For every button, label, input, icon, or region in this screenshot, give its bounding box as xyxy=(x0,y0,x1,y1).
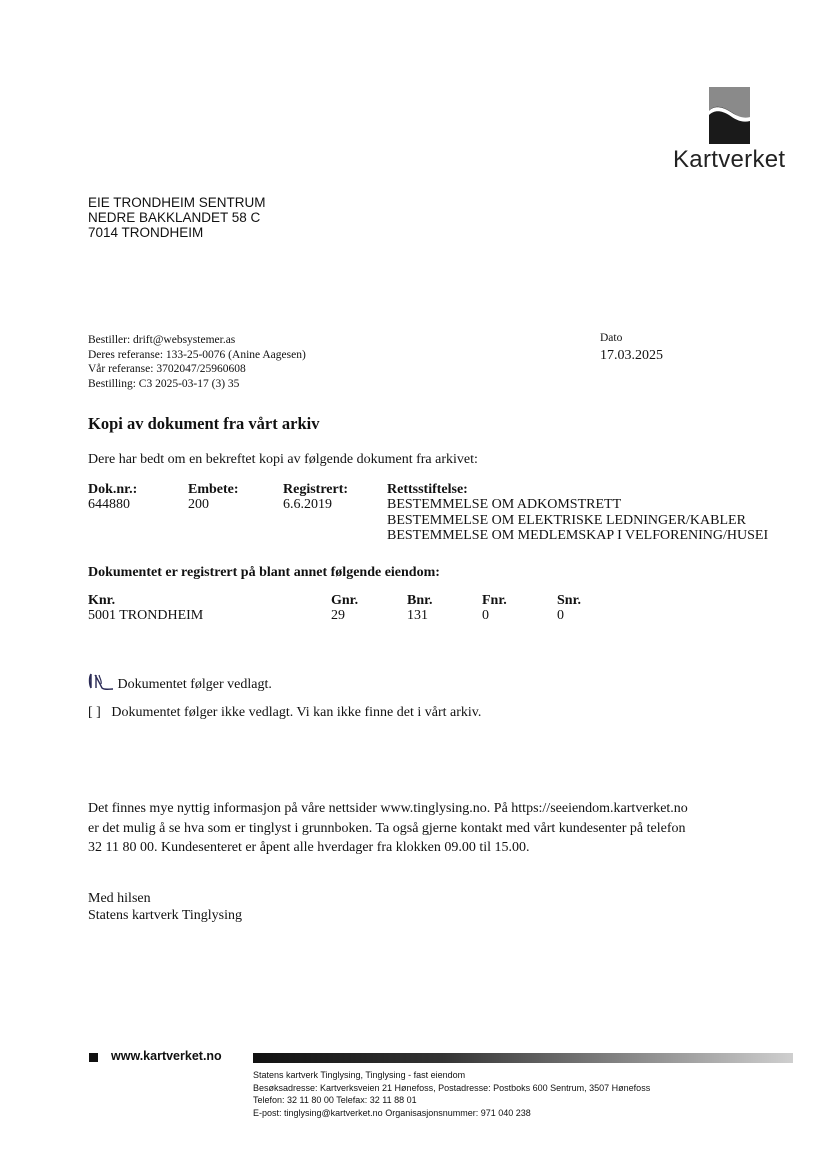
sender: Statens kartverk Tinglysing xyxy=(88,907,243,923)
doknr-value: 644880 xyxy=(88,497,130,512)
gnr-header: Gnr. xyxy=(331,593,359,608)
doknr-header: Dok.nr.: xyxy=(88,482,138,497)
not-enclosed-label: Dokumentet følger ikke vedlagt. Vi kan ikke finne det i vårt arkiv. xyxy=(111,705,482,720)
address-line: EIE TRONDHEIM SENTRUM xyxy=(88,195,266,210)
knr-value: 5001 TRONDHEIM xyxy=(88,608,204,623)
rettsstiftelse-item: BESTEMMELSE OM ELEKTRISKE LEDNINGER/KABLER xyxy=(387,513,746,528)
your-reference: Deres referanse: 133-25-0076 (Anine Aagesen) xyxy=(88,348,306,361)
greeting: Med hilsen xyxy=(88,891,151,906)
footer-gradient-bar xyxy=(253,1053,793,1063)
registrert-value: 6.6.2019 xyxy=(283,497,332,512)
fnr-header: Fnr. xyxy=(482,593,507,608)
rettsstiftelse-item: BESTEMMELSE OM ADKOMSTRETT xyxy=(387,497,622,512)
intro-text: Dere har bedt om en bekreftet kopi av følgende dokument fra arkivet: xyxy=(88,452,478,467)
footer-line: Besøksadresse: Kartverksveien 21 Hønefoss, Postadresse: Postboks 600 Sentrum, 3507 Hønefoss xyxy=(253,1082,651,1093)
our-reference: Vår referanse: 3702047/25960608 xyxy=(88,363,246,375)
info-paragraph: Det finnes mye nyttig informasjon på våre nettsider www.tinglysing.no. På https://seeiendom.kartverket.no er det mulig å se hva som er tinglyst i grunnboken. Ta også gjerne kontakt med vårt kundesenter på telefon 32 11 80 00. Kundesenteret er åpent alle hverdager fra klokken 09.00 til 15.00. xyxy=(88,801,688,855)
date-label: Dato xyxy=(600,332,623,344)
not-enclosed-option xyxy=(88,705,481,721)
orderer: Bestiller: drift@websystemer.as xyxy=(88,334,236,346)
snr-value: 0 xyxy=(557,608,564,623)
rettsstiftelse-header: Rettsstiftelse: xyxy=(387,482,468,497)
enclosed-label: Dokumentet følger vedlagt. xyxy=(117,677,272,692)
address-line: NEDRE BAKKLANDET 58 C xyxy=(88,210,261,225)
footer-url: www.kartverket.no xyxy=(111,1049,222,1063)
logo-text: Kartverket xyxy=(673,146,786,173)
reference-block xyxy=(88,333,306,391)
bnr-header: Bnr. xyxy=(407,593,433,608)
registrert-header: Registrert: xyxy=(283,482,349,497)
embete-header: Embete: xyxy=(188,482,239,497)
footer-line: E-post: tinglysing@kartverket.no Organisasjonsnummer: 971 040 238 xyxy=(253,1107,531,1118)
recipient-address xyxy=(88,195,266,240)
gnr-value: 29 xyxy=(331,608,345,623)
handwritten-check-icon xyxy=(88,672,114,692)
closing xyxy=(88,891,242,924)
kartverket-logo-icon xyxy=(709,87,750,144)
property-heading: Dokumentet er registrert på blant annet følgende eiendom: xyxy=(88,565,440,580)
bnr-value: 131 xyxy=(407,608,428,623)
enclosed-option xyxy=(88,672,272,693)
footer-line: Statens kartverk Tinglysing, Tinglysing - fast eiendom xyxy=(253,1070,466,1080)
knr-header: Knr. xyxy=(88,593,116,608)
letter-title: Kopi av dokument fra vårt arkiv xyxy=(88,414,320,433)
date-value: 17.03.2025 xyxy=(600,348,663,363)
footer-info xyxy=(253,1069,650,1119)
snr-header: Snr. xyxy=(557,593,582,608)
footer-line: Telefon: 32 11 80 00 Telefax: 32 11 88 01 xyxy=(253,1095,417,1105)
rettsstiftelse-item: BESTEMMELSE OM MEDLEMSKAP I VELFORENING/HUSEI xyxy=(387,528,769,543)
embete-value: 200 xyxy=(188,497,209,512)
fnr-value: 0 xyxy=(482,608,489,623)
order-id: Bestilling: C3 2025-03-17 (3) 35 xyxy=(88,377,240,390)
empty-checkbox: [ ] xyxy=(88,705,101,720)
address-line: 7014 TRONDHEIM xyxy=(88,225,204,240)
footer-square-icon xyxy=(89,1053,98,1062)
